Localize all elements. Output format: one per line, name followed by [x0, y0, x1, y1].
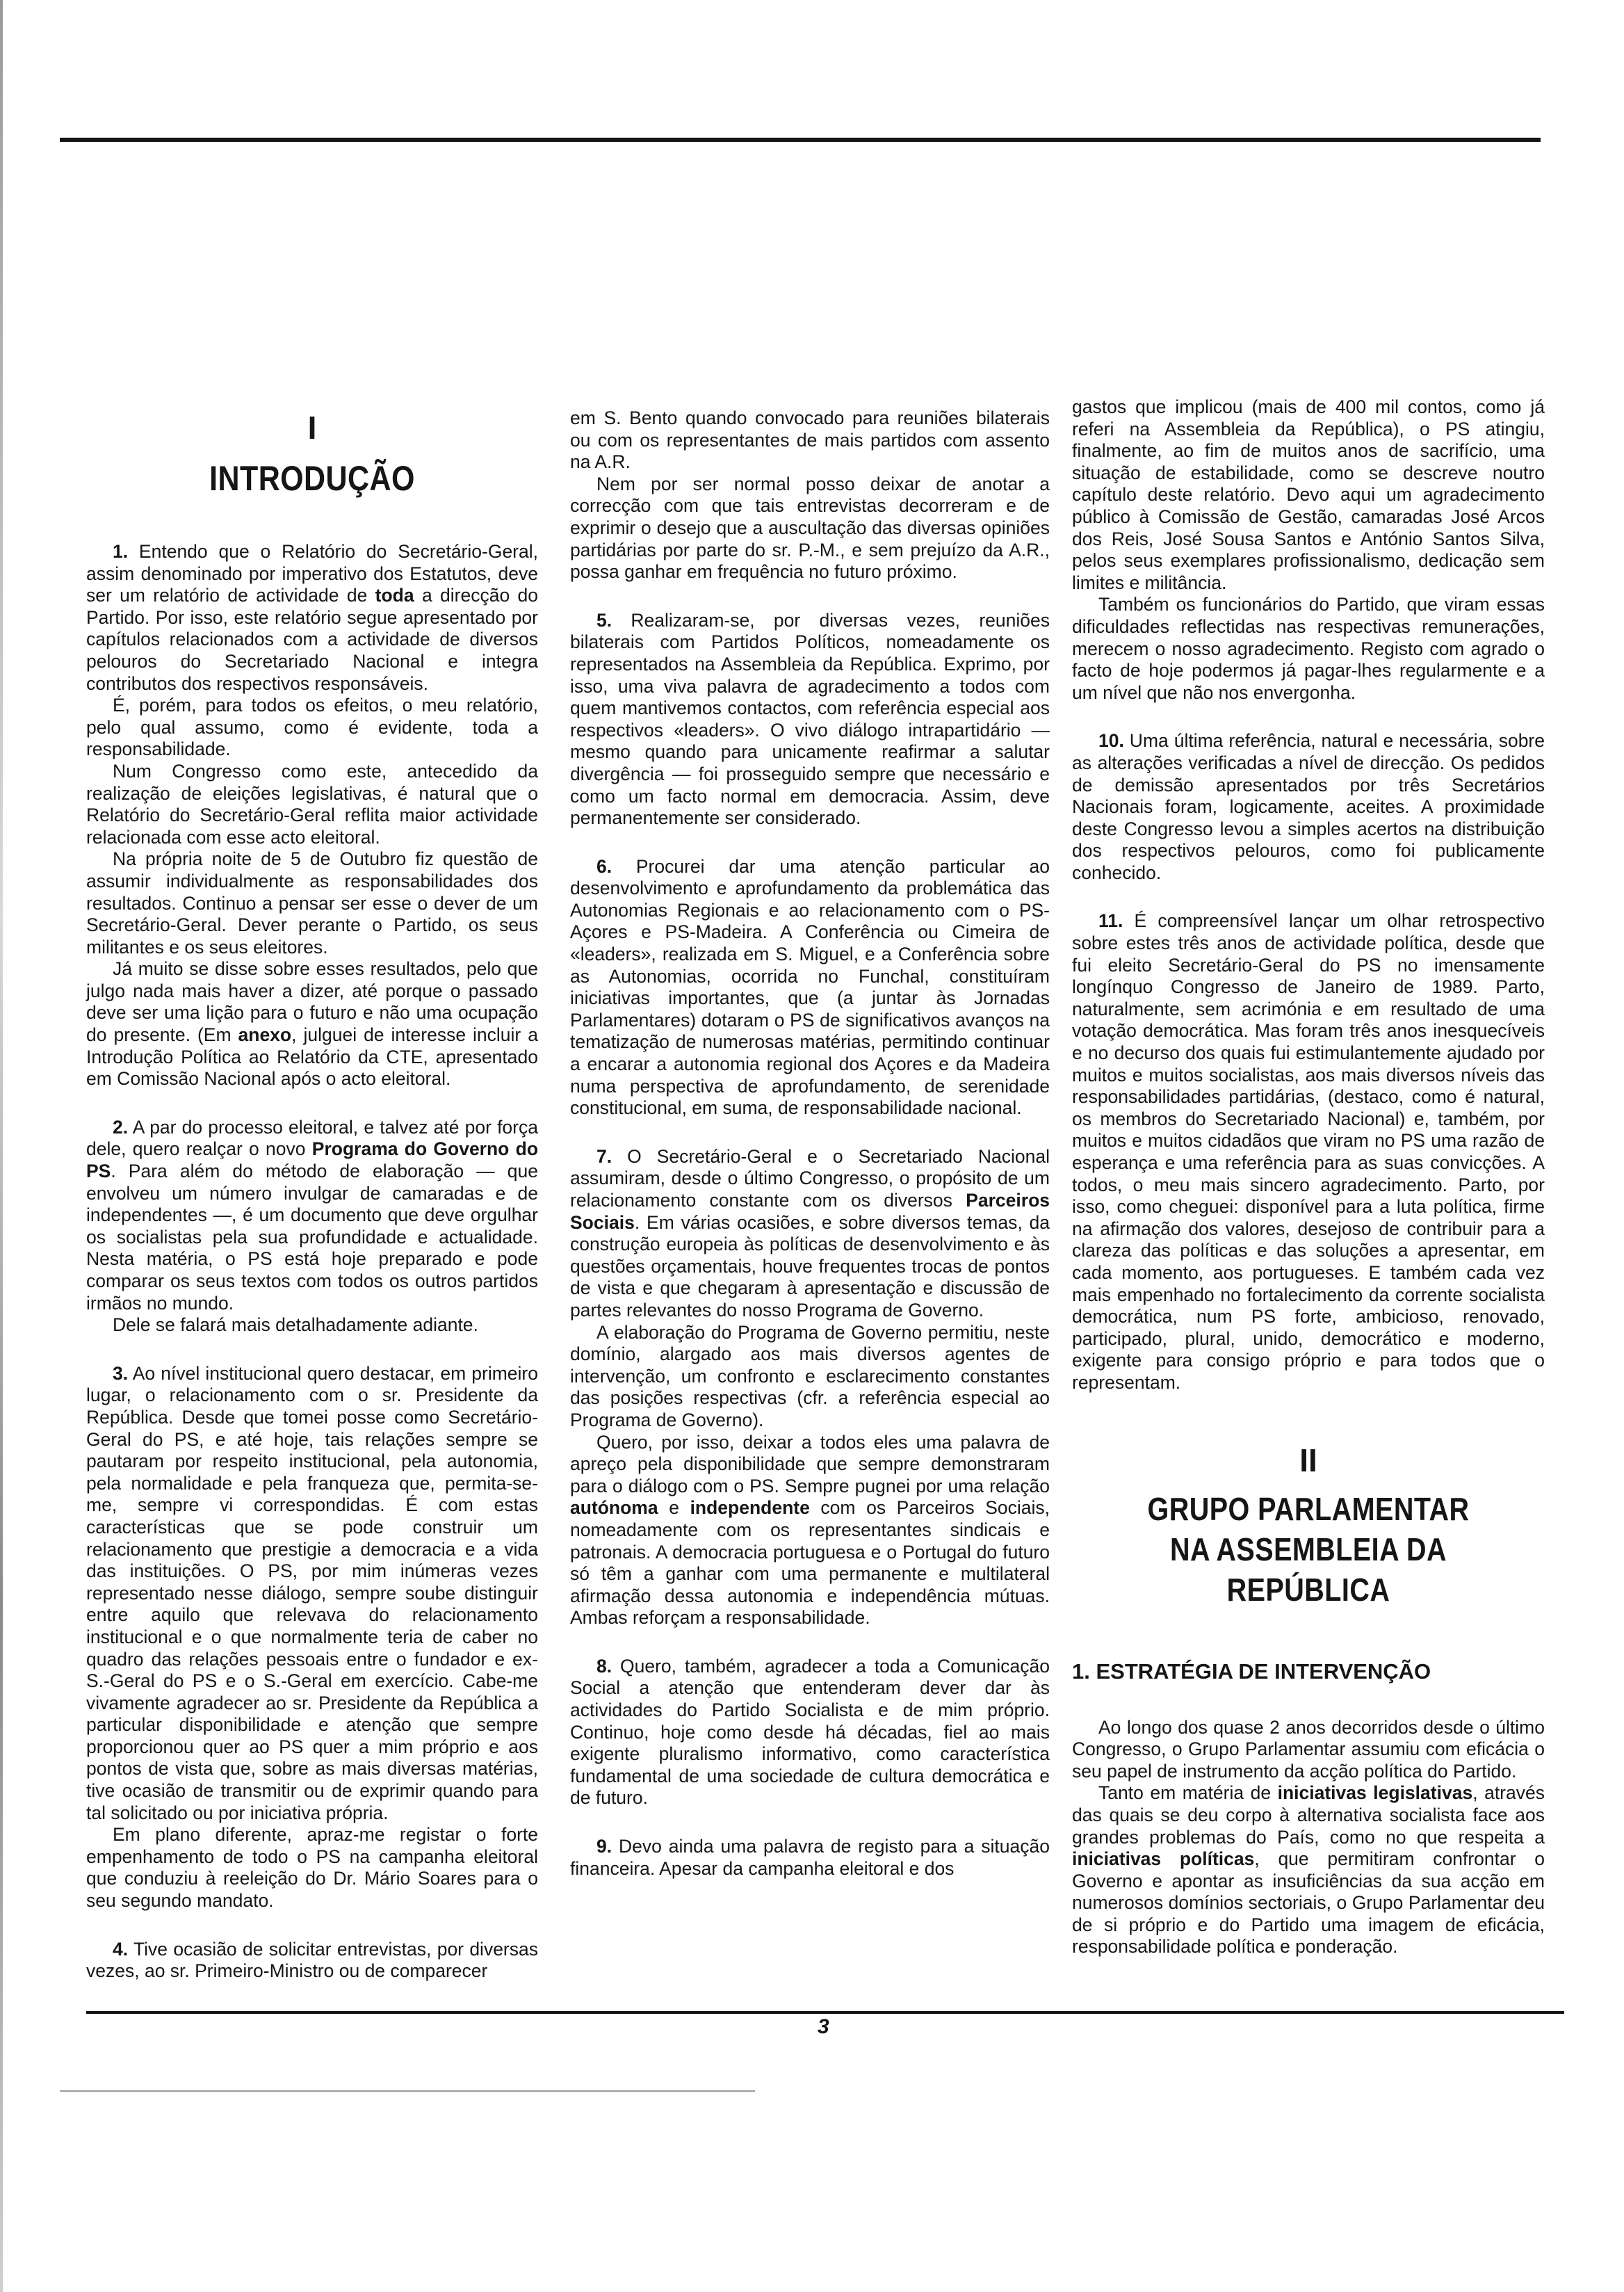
paragraph-3: 3. Ao nível institucional quero destacar, em primeiro lugar, o relacionamento com o sr. Presidente da República. Desde que tomei posse como Secretário-Geral do PS, e até hoje, tais relações sempre se pautaram por respeito institucional, pela autonomia, pela normalidade e pela franqueza que, permita-se-me, sempre vi correspondidas. É com estas características que se pode construir um relacionamento que prestigie a democracia e a vida das instituições. O PS, por mim inúmeras vezes representado nesse diálogo, sempre soube distinguir entre aquilo que relevava do relacionamento institucional e o que normalmente teria de caber no quadro das relações pessoais entre o fundador e ex-S.-Geral do PS e o S.-Geral em exercício. Cabe-me vivamente agradecer ao sr. Presidente da República a particular disponibilidade e atenção que sempre proporcionou quer ao PS quer a mim próprio e aos pontos de vista que, sobre as mais diversas matérias, tive ocasião de transmitir ou de exprimir quando para tal solicitado ou por iniciativa própria.: [86, 1362, 538, 1823]
section-2-numeral: II: [1299, 1442, 1317, 1478]
paragraph-10: 10. Uma última referência, natural e necessária, sobre as alterações verificadas a nível de direcção. Os pedidos de demissão apresentados por três Secretários Nacionais foram, logicamente, aceites. A proximidade deste Congresso levou a simples acertos na distribuição dos respectivos pelouros, como foi publicamente conhecido.: [1072, 730, 1545, 883]
top-rule: [60, 138, 1541, 142]
bottom-rule: [86, 2011, 1564, 2014]
section-2-title-line-2: NA ASSEMBLEIA DA REPÚBLICA: [1169, 1531, 1447, 1608]
paragraph-7: 7. O Secretário-Geral e o Secretariado Nacional assumiram, desde o último Congresso, o propósito de um relacionamento constante com os diversos Parceiros Sociais. Em várias ocasiões, e sobre diversos temas, da construção europeia às políticas de desenvolvimento e às questões orçamentais, houve frequentes trocas de pontos de vista e que chegaram à apresentação e discussão de partes relevantes do nosso Programa de Governo.: [570, 1145, 1050, 1321]
column-2: [570, 407, 1050, 1880]
scan-edge: [0, 0, 3, 2292]
paragraph-11: 11. É compreensível lançar um olhar retrospectivo sobre estes três anos de actividade política, desde que fui eleito Secretário-Geral do PS no imensamente longínquo Congresso de Janeiro de 1989. Parto, naturalmente, sem acrimónia e em resultado de uma votação democrática. Mas foram três anos inesquecíveis e no decurso dos quais fui estimulantemente ajudado por muitos e muitos socialistas, aos mais diversos níveis das responsabilidades partidárias, (destaco, como é natural, os membros do Secretariado Nacional) e, também, por muitos e muitos cidadãos que viram no PS uma razão de esperança e uma referência para as suas convicções. A todos, o meu mais sincero agradecimento. Parto, por isso, como cheguei: disponível para a luta política, firme na afirmação dos valores, desejoso de contribuir para a clareza das políticas e das soluções a apresentar, em cada momento, aos portugueses. E também cada vez mais empenhado no fortalecimento da corrente socialista democrática, num PS forte, ambicioso, renovado, participado, plural, unido, democrático e moderno, exigente para consigo próprio e para todos que o representam.: [1072, 910, 1545, 1393]
paragraph-4-2: Nem por ser normal posso deixar de anotar a correcção com que tais entrevistas decorreram e de exprimir o desejo que a auscultação das diversas opiniões partidárias por parte do sr. P.-M., e sem prejuízo da A.R., possa ganhar em frequência no futuro próximo.: [570, 473, 1050, 583]
paragraph-6: 6. Procurei dar uma atenção particular ao desenvolvimento e aprofundamento da problemática das Autonomias Regionais e ao relacionamento com o PS-Açores e PS-Madeira. A Conferência ou Cimeira de «leaders», realizada em S. Miguel, e a Conferência sobre as Autonomias, ocorrida no Funchal, constituíram iniciativas importantes, que (a juntar às Jornadas Parlamentares) dotaram o PS de significativos avanços na tematização de numerosas matérias, permitindo continuar a encarar a autonomia regional dos Açores e da Madeira numa perspectiva de aprofundamento, de serenidade constitucional, em suma, de responsabilidade nacional.: [570, 855, 1050, 1119]
paragraph-1-5: Já muito se disse sobre esses resultados, pelo que julgo nada mais haver a dizer, até porque o passado deve ser uma lição para o futuro e não uma ocupação do presente. (Em anexo, julguei de interesse incluir a Introdução Política ao Relatório da CTE, apresentado em Comissão Nacional após o acto eleitoral.: [86, 958, 538, 1090]
section-1-numeral: I: [307, 410, 317, 446]
paragraph-1-2: É, porém, para todos os efeitos, o meu relatório, pelo qual assumo, como é evidente, toda a responsabilidade.: [86, 695, 538, 760]
paragraph-8: 8. Quero, também, agradecer a toda a Comunicação Social a atenção que entenderam dever dar às actividades do Partido Socialista e de mim próprio. Continuo, hoje como desde há décadas, fiel ao mais exigente pluralismo informativo, como característica fundamental de uma sociedade de cultura democrática e de futuro.: [570, 1655, 1050, 1809]
paragraph-1-4: Na própria noite de 5 de Outubro fiz questão de assumir individualmente as responsabilidades dos resultados. Continuo a pensar ser esse o dever de um Secretário-Geral. Dever perante o Partido, os seus militantes e os seus eleitores.: [86, 848, 538, 958]
column-3: [1072, 396, 1545, 1958]
paragraph-2-2: Dele se falará mais detalhadamente adiante.: [113, 1314, 478, 1336]
paragraph-s2-2: Tanto em matéria de iniciativas legislativas, através das quais se deu corpo à alternativa socialista face aos grandes problemas do País, como no que respeita a iniciativas políticas, que permitiram confrontar o Governo e apontar as insuficiências da sua acção em numerosos domínios sectoriais, o Grupo Parlamentar deu de si próprio e do Partido uma imagem de eficácia, responsabilidade política e ponderação.: [1072, 1782, 1545, 1958]
paragraph-9-2: Também os funcionários do Partido, que viram essas dificuldades reflectidas nas respectivas remunerações, merecem o nosso agradecimento. Registo com agrado o facto de hoje podermos já pagar-lhes regularmente e a um nível que não nos envergonha.: [1072, 594, 1545, 703]
paragraph-4: 4. Tive ocasião de solicitar entrevistas, por diversas vezes, ao sr. Primeiro-Ministro ou de comparecer: [86, 1938, 538, 1982]
paragraph-7-3: Quero, por isso, deixar a todos eles uma palavra de apreço pela disponibilidade que sempre demonstraram para o diálogo com o PS. Sempre pugnei por uma relação autónoma e independente com os Parceiros Sociais, nomeadamente com os representantes sindicais e patronais. A democracia portuguesa e o Portugal do futuro só têm a ganhar com uma permanente e multilateral afirmação dessa autonomia e independência mútuas. Ambas reforçam a responsabilidade.: [570, 1431, 1050, 1629]
subsection-heading: 1. ESTRATÉGIA DE INTERVENÇÃO: [1072, 1659, 1431, 1684]
section-1-title: INTRODUÇÃO: [209, 459, 415, 498]
paragraph-9-cont: gastos que implicou (mais de 400 mil contos, como já referi na Assembleia da República), o PS atingiu, finalmente, ao fim de muitos anos de sacrifício, uma situação de estabilidade, como se descreve noutro capítulo deste relatório. Devo aqui um agradecimento público à Comissão de Gestão, camaradas José Arcos dos Reis, José Sousa Santos e António Santos Silva, pelos seus exemplares profissionalismo, dedicação sem limites e militância.: [1072, 396, 1545, 593]
page-number: 3: [818, 2015, 829, 2038]
paragraph-5: 5. Realizaram-se, por diversas vezes, reuniões bilaterais com Partidos Políticos, nomeadamente os representados na Assembleia da República. Exprimo, por isso, uma viva palavra de agradecimento a todos com quem mantivemos contactos, com referência especial aos respectivos «leaders». O vivo diálogo intrapartidário — mesmo quando para unicamente reafirmar a salutar divergência — foi prosseguido sempre que necessário e como um facto normal em democracia. Assim, deve permanentemente ser considerado.: [570, 609, 1050, 829]
scan-artifact-line: [60, 2090, 755, 2092]
paragraph-1: 1. Entendo que o Relatório do Secretário-Geral, assim denominado por imperativo dos Estatutos, deve ser um relatório de actividade de toda a direcção do Partido. Por isso, este relatório segue apresentado por capítulos relacionados com a actividade de diversos pelouros do Secretariado Nacional e integra contributos dos respectivos responsáveis.: [86, 541, 538, 694]
paragraph-7-2: A elaboração do Programa de Governo permitiu, neste domínio, alargado aos mais diversos agentes de intervenção, um confronto e esclarecimento constantes das posições respectivas (cfr. a referência especial ao Programa de Governo).: [570, 1321, 1050, 1430]
paragraph-1-3: Num Congresso como este, antecedido da realização de eleições legislativas, é natural que o Relatório do Secretário-Geral reflita maior actividade relacionada com esse acto eleitoral.: [86, 760, 538, 848]
paragraph-2: 2. A par do processo eleitoral, e talvez até por força dele, quero realçar o novo Programa do Governo do PS. Para além do método de elaboração — que envolveu um número invulgar de camaradas e de independentes —, é um documento que deve orgulhar os socialistas pela sua profundidade e actualidade. Nesta matéria, o PS está hoje preparado e pode comparar os seus textos com todos os outros partidos irmãos no mundo.: [86, 1116, 539, 1314]
paragraph-4-cont: em S. Bento quando convocado para reuniões bilaterais ou com os representantes de mais partidos com assento na A.R.: [570, 407, 1050, 473]
paragraph-3-2: Em plano diferente, apraz-me registar o forte empenhamento de todo o PS na campanha eleitoral que conduziu à reeleição do Dr. Mário Soares para o seu segundo mandato.: [86, 1824, 538, 1912]
section-2-title-line-1: GRUPO PARLAMENTAR: [1147, 1490, 1470, 1527]
column-1: [86, 410, 538, 1983]
paragraph-9: 9. Devo ainda uma palavra de registo para a situação financeira. Apesar da campanha eleitoral e dos: [570, 1836, 1050, 1879]
paragraph-s2-1: Ao longo dos quase 2 anos decorridos desde o último Congresso, o Grupo Parlamentar assumiu com eficácia o seu papel de instrumento da acção política do Partido.: [1072, 1716, 1545, 1782]
